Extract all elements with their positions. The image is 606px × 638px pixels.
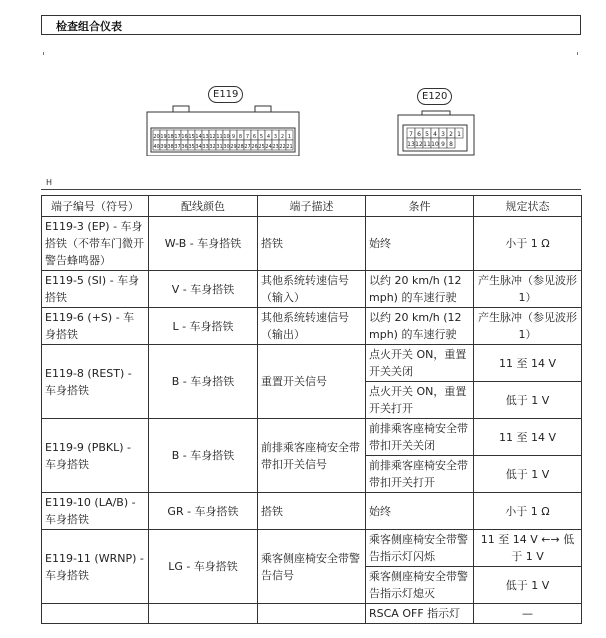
- spec-cell: 小于 1 Ω: [474, 217, 582, 271]
- connector-pin-number: 38: [167, 144, 174, 150]
- condition-cell: 乘客侧座椅安全带警告指示灯熄灭: [366, 567, 474, 604]
- condition-cell: 乘客侧座椅安全带警告指示灯闪烁: [366, 530, 474, 567]
- table-marker: H: [46, 178, 53, 187]
- description-cell: 搭铁: [258, 493, 366, 530]
- terminal-cell: [42, 604, 149, 624]
- connector-pin-number: 30: [223, 144, 230, 150]
- wire-color-cell: [149, 604, 258, 624]
- connector-pin-number: 13: [407, 141, 415, 148]
- connector-pin-number: 40: [153, 144, 160, 150]
- table-row: [42, 493, 582, 530]
- connector-pin-number: 24: [265, 144, 272, 150]
- condition-cell: 以约 20 km/h (12 mph) 的车速行驶: [366, 308, 474, 345]
- connector-pin-number: 36: [181, 144, 188, 150]
- connector-pin-number: 6: [417, 131, 421, 138]
- section-title: 检查组合仪表: [56, 20, 122, 33]
- spec-cell: 11 至 14 V ←→ 低于 1 V: [474, 530, 582, 567]
- connector-pin-number: 16: [181, 134, 188, 140]
- connector-pin-number: 8: [238, 134, 243, 140]
- spec-cell: 低于 1 V: [474, 567, 582, 604]
- wire-color-cell: GR - 车身搭铁: [149, 493, 258, 530]
- description-cell: 其他系统转速信号（输入）: [258, 271, 366, 308]
- column-header: 条件: [366, 196, 474, 217]
- connector-e120-diagram: [396, 107, 476, 157]
- wire-color-cell: B - 车身搭铁: [149, 345, 258, 419]
- connector-pin-number: 18: [167, 134, 174, 140]
- condition-cell: 始终: [366, 493, 474, 530]
- wire-color-cell: B - 车身搭铁: [149, 419, 258, 493]
- connector-pin-number: 31: [216, 144, 223, 150]
- table-row: [42, 530, 582, 567]
- condition-cell: 以约 20 km/h (12 mph) 的车速行驶: [366, 271, 474, 308]
- connector-pin-number: 27: [244, 144, 251, 150]
- connector-pin-number: 15: [188, 134, 195, 140]
- connector-pin-number: 25: [258, 144, 265, 150]
- connector-pin-number: 9: [231, 134, 236, 140]
- connector-pin-number: 34: [195, 144, 202, 150]
- spec-cell: —: [474, 604, 582, 624]
- spec-cell: 11 至 14 V: [474, 345, 582, 382]
- connector-pin-number: 7: [409, 131, 413, 138]
- wire-color-cell: L - 车身搭铁: [149, 308, 258, 345]
- spec-cell: 小于 1 Ω: [474, 493, 582, 530]
- description-cell: 其他系统转速信号（输出）: [258, 308, 366, 345]
- wire-color-cell: LG - 车身搭铁: [149, 530, 258, 604]
- description-cell: [258, 604, 366, 624]
- terminal-cell: E119-10 (LA/B) - 车身搭铁: [42, 493, 149, 530]
- terminal-cell: E119-8 (REST) - 车身搭铁: [42, 345, 149, 419]
- connector-pin-number: 29: [230, 144, 237, 150]
- connector-pin-number: 9: [441, 141, 445, 148]
- connector-e119-diagram: [143, 102, 303, 156]
- spec-cell: 产生脉冲（参见波形 1）: [474, 271, 582, 308]
- connector-pin-number: 17: [174, 134, 181, 140]
- connector-pin-number: 7: [245, 134, 250, 140]
- divider: [41, 189, 581, 190]
- connector-pin-number: 10: [431, 141, 439, 148]
- connector-pin-number: 14: [195, 134, 202, 140]
- connector-label-e119: E119: [208, 86, 243, 103]
- connector-pin-number: 23: [272, 144, 279, 150]
- terminal-cell: E119-11 (WRNP) - 车身搭铁: [42, 530, 149, 604]
- connector-pin-number: 5: [425, 131, 429, 138]
- connector-pin-number: 32: [209, 144, 216, 150]
- condition-cell: 始终: [366, 217, 474, 271]
- terminal-cell: E119-9 (PBKL) - 车身搭铁: [42, 419, 149, 493]
- connector-pin-number: 8: [449, 141, 453, 148]
- connector-pin-number: 13: [202, 134, 209, 140]
- corner-mark: [577, 52, 578, 55]
- column-header: 规定状态: [474, 196, 582, 217]
- wire-color-cell: V - 车身搭铁: [149, 271, 258, 308]
- connector-pin-number: 10: [223, 134, 230, 140]
- connector-pin-number: 1: [457, 131, 461, 138]
- description-cell: 乘客侧座椅安全带警告信号: [258, 530, 366, 604]
- connector-pin-number: 11: [216, 134, 223, 140]
- description-cell: 前排乘客座椅安全带带扣开关信号: [258, 419, 366, 493]
- connector-pin-number: 3: [273, 134, 278, 140]
- connector-pin-number: 22: [279, 144, 286, 150]
- terminal-cell: E119-6 (+S) - 车身搭铁: [42, 308, 149, 345]
- corner-mark: [43, 52, 44, 55]
- section-header: [41, 15, 581, 35]
- condition-cell: 前排乘客座椅安全带带扣开关打开: [366, 456, 474, 493]
- connector-pin-number: 3: [441, 131, 445, 138]
- connector-pin-number: 20: [153, 134, 160, 140]
- connector-pin-number: 2: [280, 134, 285, 140]
- connector-pin-number: 2: [449, 131, 453, 138]
- terminal-cell: E119-5 (SI) - 车身搭铁: [42, 271, 149, 308]
- connector-pin-number: 12: [415, 141, 423, 148]
- spec-cell: 低于 1 V: [474, 456, 582, 493]
- table-row: [42, 271, 582, 308]
- spec-cell: 11 至 14 V: [474, 419, 582, 456]
- connector-pin-number: 11: [423, 141, 431, 148]
- connector-pin-number: 4: [433, 131, 437, 138]
- connector-label-e120: E120: [417, 88, 452, 105]
- table-row: [42, 604, 582, 624]
- connector-pin-number: 35: [188, 144, 195, 150]
- spec-cell: 低于 1 V: [474, 382, 582, 419]
- terminal-spec-table: [41, 195, 582, 624]
- connector-pin-number: 33: [202, 144, 209, 150]
- connector-pin-number: 12: [209, 134, 216, 140]
- connector-pin-number: 26: [251, 144, 258, 150]
- connector-pin-number: 4: [266, 134, 271, 140]
- table-header-row: [42, 196, 582, 217]
- connector-pin-number: 1: [287, 134, 292, 140]
- condition-cell: 前排乘客座椅安全带带扣开关关闭: [366, 419, 474, 456]
- condition-cell: RSCA OFF 指示灯: [366, 604, 474, 624]
- table-row: [42, 419, 582, 456]
- column-header: 配线颜色: [149, 196, 258, 217]
- connector-pin-number: 37: [174, 144, 181, 150]
- connector-pin-number: 6: [252, 134, 257, 140]
- connector-pin-number: 19: [160, 134, 167, 140]
- terminal-cell: E119-3 (EP) - 车身搭铁（不带车门微开警告蜂鸣器）: [42, 217, 149, 271]
- table-row: [42, 345, 582, 382]
- table-row: [42, 308, 582, 345]
- column-header: 端子描述: [258, 196, 366, 217]
- description-cell: 搭铁: [258, 217, 366, 271]
- connector-pin-number: 39: [160, 144, 167, 150]
- description-cell: 重置开关信号: [258, 345, 366, 419]
- connector-pin-number: 5: [259, 134, 264, 140]
- spec-cell: 产生脉冲（参见波形 1）: [474, 308, 582, 345]
- connector-pin-number: 28: [237, 144, 244, 150]
- condition-cell: 点火开关 ON，重置开关关闭: [366, 345, 474, 382]
- table-row: [42, 217, 582, 271]
- condition-cell: 点火开关 ON，重置开关打开: [366, 382, 474, 419]
- connector-pin-number: 21: [286, 144, 293, 150]
- column-header: 端子编号（符号）: [42, 196, 149, 217]
- wire-color-cell: W-B - 车身搭铁: [149, 217, 258, 271]
